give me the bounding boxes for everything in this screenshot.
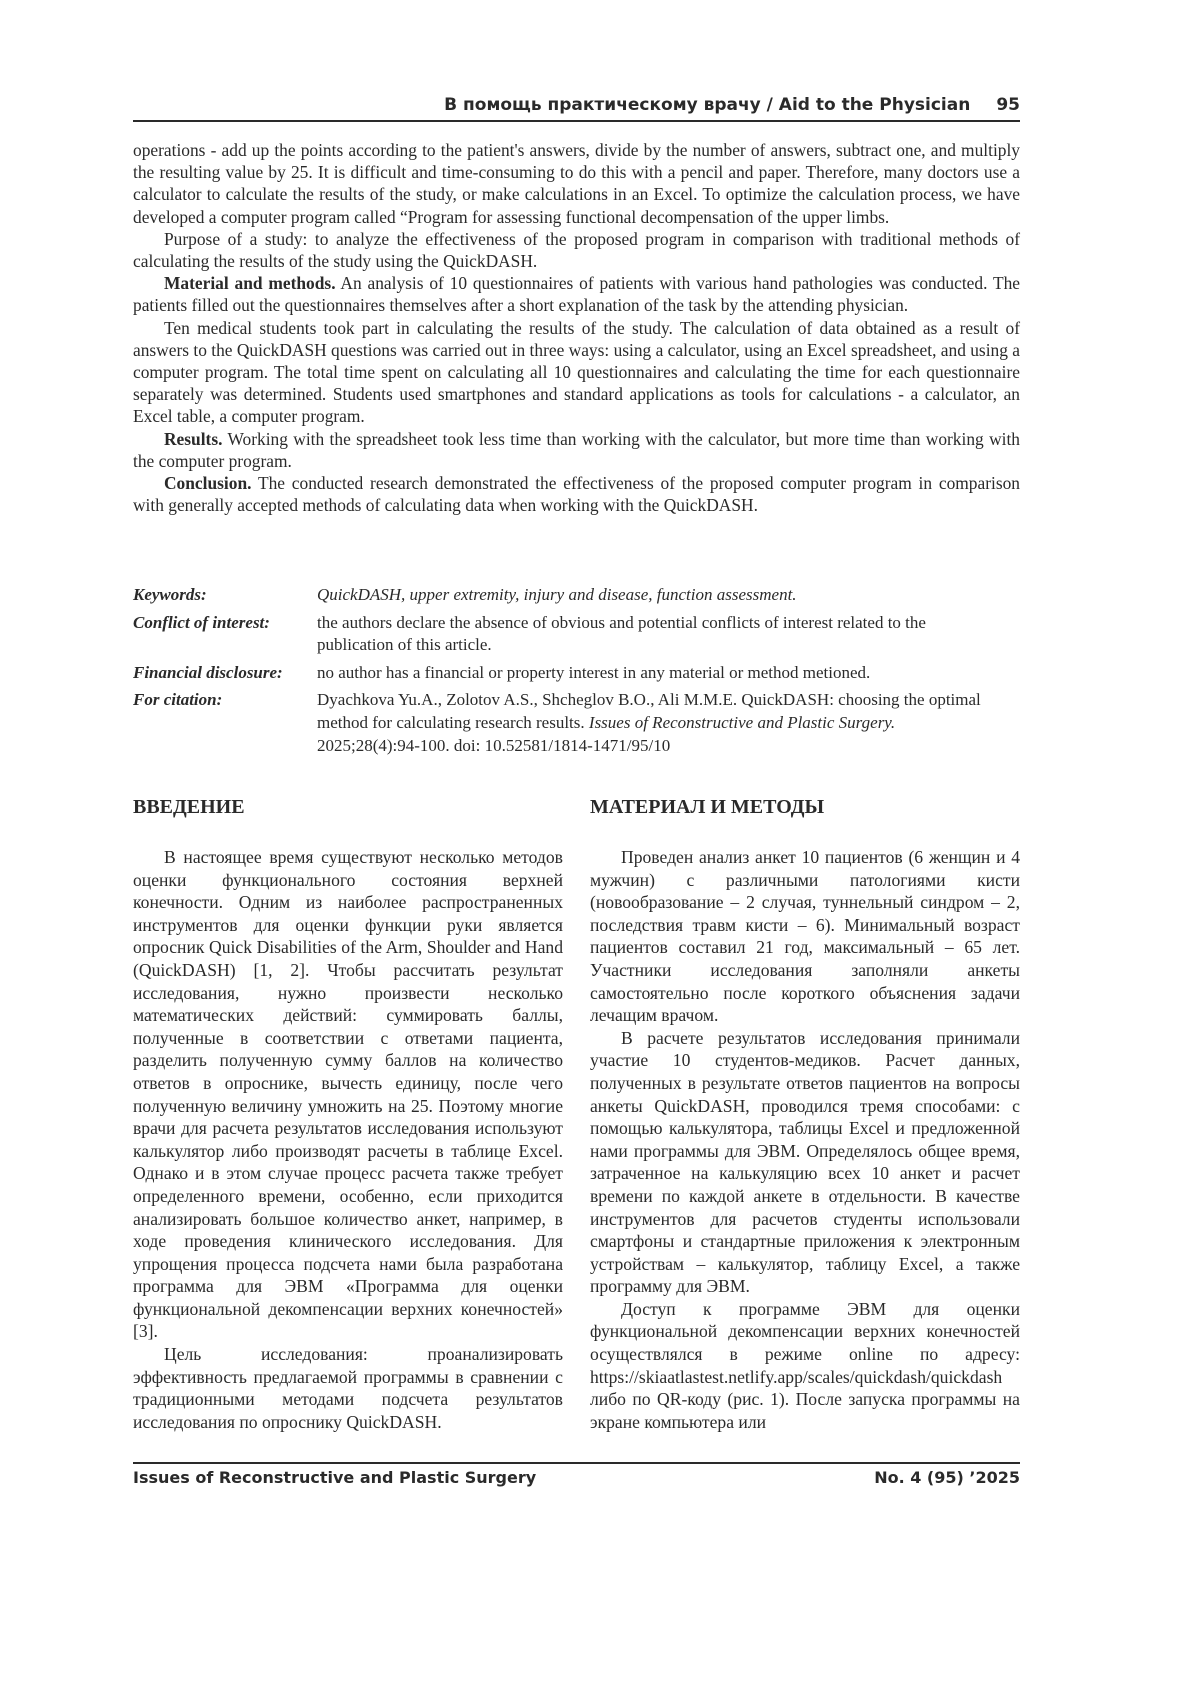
methods-paragraph: В расчете результатов исследования принимали участие 10 студентов-медиков. Расчет данных, полученных в результате ответов пациентов на вопросы анкеты QuickDASH, проводился тремя способами: с помощью калькулятора, таблицы Excel и предложенной нами программы для ЭВМ. Определялось общее время, затраченное на калькуляцию всех 10 анкет и расчет времени по каждой анкете в отдельности. В качестве инструментов для расчетов студенты использовали смартфоны и стандартные приложения к электронным устройствам – калькулятор, таблицу Excel, а также программу для ЭВМ.: [590, 1027, 1020, 1297]
running-footer: [133, 1462, 1020, 1487]
financial-label: Financial disclosure:: [133, 662, 283, 682]
citation-journal: Issues of Reconstructive and Plastic Surgery.: [588, 712, 896, 732]
citation-value: [317, 689, 987, 757]
journal-title: Issues of Reconstructive and Plastic Surgery: [133, 1468, 537, 1487]
financial-value: no author has a financial or property interest in any material or method metioned.: [317, 662, 871, 682]
methods-paragraph: Доступ к программе ЭВМ для оценки функциональной декомпенсации верхних конечностей осуществлялся в режиме online по адресу: https://skiaatlastest.netlify.app/scales/quickdash/quickdash либо по QR-коду (рис. 1). После запуска программы на экране компьютера или: [590, 1298, 1020, 1432]
page-number: 95: [996, 95, 1020, 115]
methods-column: [590, 795, 1020, 1433]
abstract-results: [133, 428, 1020, 472]
citation-label: For citation:: [133, 690, 223, 710]
citation-authors: Dyachkova Yu.A., Zolotov A.S., Shcheglov B.O., Ali M.M.E. QuickDASH: choosing the optimal method for calculating research results.: [317, 690, 981, 732]
citation-details: 2025;28(4):94-100. doi: 10.52581/1814-1471/95/10: [317, 735, 671, 755]
abstract-conclusion: [133, 472, 1020, 516]
issue-number: No. 4 (95) ’2025: [874, 1468, 1020, 1487]
abstract-paragraph: operations - add up the points according to the patient's answers, divide by the number of answers, subtract one, and multiply the resulting value by 25. It is difficult and time-consuming to do this with a pencil and paper. Therefore, many doctors use a calculator to calculate the results of the study, or make calculations in an Excel. To optimize the calculation process, we have developed a computer program called “Program for assessing functional decompensation of the upper limbs.: [133, 140, 1020, 227]
abstract-conclusion-text: The conducted research demonstrated the effectiveness of the proposed computer program in comparison with generally accepted methods of calculating data when working with the QuickDASH.: [133, 473, 1020, 516]
abstract-methods-text: An analysis of 10 questionnaires of patients with various hand pathologies was conducted. The patients filled out the questionnaires themselves after a short explanation of the task by the attending physician.: [133, 273, 1020, 316]
article-metadata: [133, 584, 1020, 762]
citation-row: [133, 689, 1020, 757]
conflict-row: [133, 612, 1020, 657]
methods-paragraph: Проведен анализ анкет 10 пациентов (6 женщин и 4 мужчин) с различными патологиями кисти (новообразование – 2 случая, туннельный синдром – 2, последствия травм кисти – 6). Минимальный возраст пациентов составил 21 год, максимальный – 65 лет. Участники исследования заполняли анкеты самостоятельно после короткого объяснения задачи лечащим врачом.: [590, 847, 1020, 1026]
introduction-paragraph: В настоящее время существуют несколько методов оценки функционального состояния верхней конечности. Одним из наиболее распространенных инструментов для оценки функции руки является опросник Quick Disabilities of the Arm, Shoulder and Hand (QuickDASH) [1, 2]. Чтобы рассчитать результат исследования, нужно произвести несколько математических действий: суммировать баллы, полученные в соответствии с ответами пациента, разделить полученную сумму баллов на количество ответов в опроснике, вычесть единицу, после чего полученную величину умножить на 25. Поэтому многие врачи для расчета результатов исследования используют калькулятор либо производят расчеты в таблице Excel. Однако и в этом случае процесс расчета также требует определенного времени, особенно, если приходится анализировать большое количество анкет, например, в ходе проведения клинического исследования. Для упрощения процесса подсчета нами была разработана программа для ЭВМ «Программа для оценки функциональной декомпенсации верхних конечностей» [3].: [133, 847, 563, 1342]
abstract-results-text: Working with the spreadsheet took less time than working with the calculator, but more time than working with the computer program.: [133, 428, 1020, 471]
introduction-heading: ВВЕДЕНИЕ: [133, 796, 245, 818]
abstract-methods: [133, 272, 1020, 316]
financial-row: [133, 662, 1020, 685]
abstract-methods-label: Material and methods.: [164, 273, 336, 294]
introduction-column: [133, 795, 563, 1433]
abstract-methods-continued: Ten medical students took part in calculating the results of the study. The calculation of data obtained as a result of answers to the QuickDASH questions was carried out in three ways: using a calculator, using an Excel spreadsheet, and using a computer program. The total time spent on calculating all 10 questionnaires and calculating the time for each questionnaire separately was determined. Students used smartphones and standard applications as tools for calculations - a calculator, an Excel table, a computer program.: [133, 317, 1020, 427]
abstract-conclusion-label: Conclusion.: [164, 473, 252, 494]
keywords-value: QuickDASH, upper extremity, injury and disease, function assessment.: [317, 585, 797, 604]
conflict-label: Conflict of interest:: [133, 612, 270, 632]
keywords-label: Keywords:: [133, 585, 207, 604]
keywords-row: [133, 584, 1020, 607]
running-header: [133, 90, 1020, 122]
conflict-value: the authors declare the absence of obvious and potential conflicts of interest related to the publication of this article.: [317, 612, 926, 655]
introduction-aim: Цель исследования: проанализировать эффективность предлагаемой программы в сравнении с традиционными методами подсчета результатов исследования по опроснику QuickDASH.: [133, 1344, 563, 1432]
section-title: В помощь практическому врачу / Aid to the Physician: [444, 95, 971, 115]
methods-heading: МАТЕРИАЛ И МЕТОДЫ: [590, 796, 825, 818]
english-abstract: [133, 139, 1020, 516]
abstract-purpose: Purpose of a study: to analyze the effectiveness of the proposed program in comparison with traditional methods of calculating the results of the study using the QuickDASH.: [133, 228, 1020, 272]
abstract-results-label: Results.: [164, 428, 223, 449]
